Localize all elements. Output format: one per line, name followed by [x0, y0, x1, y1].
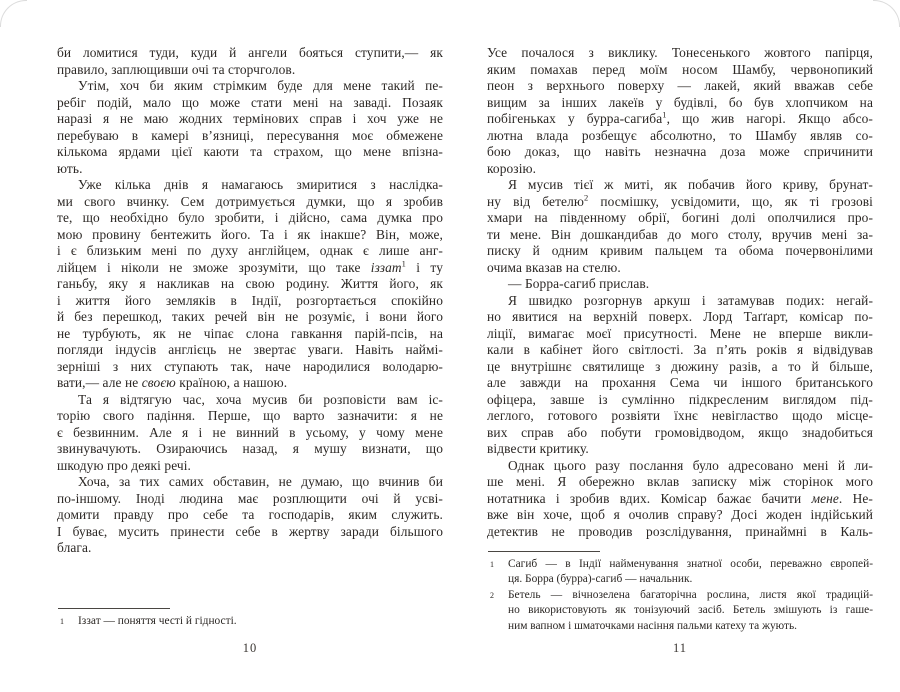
text-line: ну від бетелю$^2$ посмішку, усвідомити, що, як ті грозові — [487, 193, 873, 209]
footnote-line: ця. Борра (бурра)-сагиб — начальник. — [508, 573, 693, 586]
text-line: кількома ярдами цієї каюти та страхом, що мене впізна- — [57, 144, 443, 159]
text-line: побігеньках у бурра-сагиба$^1$, що жив нагорі. Якщо абсо- — [487, 111, 873, 126]
footnote-line: ним вапном і шматочками насіння пальми катеху та жують. — [508, 619, 798, 632]
text-line: детектив не проводив розслідування, принаймні в Каль- — [487, 523, 873, 539]
text-line: очима вказав на стелю. — [487, 259, 621, 275]
page-right — [487, 0, 873, 692]
text-line: шкодую про деякі речі. — [57, 457, 192, 473]
footnote-separator — [488, 551, 600, 552]
text-line: вже він хоче, щоб я очолив справу? Досі жоден індійський — [487, 507, 873, 522]
footnotes-block — [487, 551, 873, 634]
text-line: ребіг подій, мало що може стати мені на заваді. Позаяк — [57, 94, 443, 110]
text-line: звинувачують. Озираючись назад, я мушу визнати, що — [57, 441, 443, 456]
text-line: Та я відтягую час, хоча мусив би розповісти вам іс- — [78, 391, 443, 407]
text-line: — Борра-сагиб прислав. — [508, 276, 650, 291]
footnote-line: 1 Сагиб — в Індії найменування знатної особи, переважно європей- — [487, 557, 873, 572]
page-number: 10 — [242, 641, 258, 655]
footnote-separator — [58, 608, 170, 609]
text-line: торію свого падіння. Перше, що варто зазначити: я не — [57, 408, 443, 423]
text-line: Утім, хоч би яким стрімким буде для мене такий пе- — [78, 78, 443, 93]
text-line: ми свого вчинку. Сем дотримується думки, що я зробив — [57, 193, 443, 209]
text-line: Однак цього разу послання було адресовано мені й ли- — [508, 457, 873, 473]
text-line: і життя його земляків в Індії, розгортається спокійно — [57, 292, 443, 308]
text-line: наразі я не маю жодних термінових справ і хоч уже не — [57, 111, 443, 126]
text-line: офіцера, завше із сумлінно підкресленим виглядом під- — [487, 391, 873, 407]
text-line: й без перешкод, таких речей він не розуміє, і вони його — [57, 309, 443, 324]
text-line: відвести критику. — [487, 441, 589, 456]
body-text — [487, 45, 873, 540]
text-line: є безвинним. Але я і не винний в усьому, у чому мене — [57, 424, 443, 440]
text-line: но явитися на верхній поверх. Лорд Таґґарт, комісар по- — [487, 309, 873, 324]
text-line: ганьбу, яку я накликав на свою родину. Життя його, як — [57, 276, 443, 291]
page-number: 11 — [672, 641, 688, 655]
text-line: мою провину бентежить його. Та і як інакше? Він, може, — [57, 226, 443, 242]
text-line: бою доказ, що навіть незначна доза може спричинити — [487, 144, 873, 159]
text-line: би ломитися туди, куди й ангели бояться ступити,— як — [57, 45, 443, 60]
footnote-marker: 1 — [60, 617, 64, 626]
text-line: Уже кілька днів я намагаюсь змиритися з наслідка- — [78, 177, 443, 192]
text-line: кали в кабінет його світлості. За п’ять років я відвідував — [487, 342, 873, 357]
text-line: не турбують, як не чіпає слона гавкання парій-псів, на — [57, 325, 443, 341]
text-line: Я швидко розгорнув аркуш і затамував подих: негай- — [508, 292, 873, 308]
text-line: перебуваю в камері в’язниці, пересування моє обмежене — [57, 127, 443, 143]
text-line: ше мені. Я обережно вклав записку між сторінок мого — [487, 474, 873, 489]
text-line: і є близьким мені по духу англійцем, однак є лише анг- — [57, 243, 443, 258]
text-line: ліції, вимагає моєї присутності. Мене не вперше викли- — [487, 325, 873, 341]
text-line: вищим за інших лакеїв у будівлі, бо був хлопчиком на — [487, 94, 873, 110]
text-line: ють. — [57, 160, 83, 176]
text-line: погляди індусів англієць не звертає уваги. Навіть наймі- — [57, 342, 443, 357]
footnote-line: но використовують як тонізуючий засіб. Бетель змішують із гаше- — [508, 604, 873, 617]
page-corner-mark-top-right — [873, 0, 900, 27]
text-line: пеон з верхнього поверху — лакей, який вважав себе — [487, 78, 873, 93]
text-line: І буває, мусить принести себе в жертву заради більшого — [57, 523, 443, 539]
text-line: правило, заплющивши очі та сторчголов. — [57, 61, 296, 77]
text-line: нотатника і зробив вдих. Комісар бажає бачити мене. Не- — [487, 490, 873, 506]
footnote-line: 1 Іззат — поняття честі й гідності. — [57, 614, 443, 629]
text-line: домити правду про себе та господарів, яким служить. — [57, 507, 443, 522]
text-line: ти мене. Він дошкандибав до мого столу, вручив мені за- — [487, 226, 873, 242]
text-line: по-іншому. Іноді людина має розплющити очі й усві- — [57, 490, 443, 506]
text-line: яким помахав перед моїм носом Шамбу, червонопикий — [487, 61, 873, 77]
page-left — [57, 0, 443, 692]
footnote-marker: 2 — [490, 590, 494, 600]
text-line: корозію. — [487, 160, 537, 176]
body-text — [57, 45, 443, 557]
text-line: хмари на південному обрії, богині долі ополчилися про- — [487, 210, 873, 225]
text-line: це внутрішнє святилище з дюжину разів, а то й більше, — [487, 358, 873, 374]
footnote-line: 2 Бетель — вічнозелена багаторічна рослина, листя якої традицій- — [487, 588, 873, 603]
text-line: Усе почалося з виклику. Тонесенького жовтого папірця, — [487, 45, 873, 60]
text-line: Я мусив тієї ж миті, як побачив його криву, брунат- — [508, 177, 873, 192]
footnote-marker: 1 — [490, 560, 494, 569]
text-line: Хоча, за тих самих обставин, не думаю, що вчинив би — [78, 474, 443, 489]
text-line: леглого, готового розвіяти їхнє невігластво щодо місце- — [487, 408, 873, 423]
text-line: лютна влада розбещує абсолютно, то Шамбу являв со- — [487, 127, 873, 143]
text-line: зерніші з них ступають так, наче народилися володарю- — [57, 358, 443, 374]
text-line: вати,— але не своєю країною, а нашою. — [57, 375, 288, 390]
footnotes-block — [57, 608, 443, 629]
text-line: те, що необхідно було зробити, і дійсно, сама думка про — [57, 210, 443, 225]
page-corner-mark-top-left — [0, 0, 27, 27]
text-line: лійцем і ніколи не зможе зрозуміти, що таке іззат$^1$ і ту — [57, 259, 443, 275]
text-line: але завжди на прохання Сема чи іншого британського — [487, 375, 873, 390]
text-line: вих справ або побути громовідводом, якщо знадобиться — [487, 424, 873, 440]
text-line: блага. — [57, 540, 92, 555]
text-line: писку й одним кривим пальцем та обома почервонілими — [487, 243, 873, 258]
